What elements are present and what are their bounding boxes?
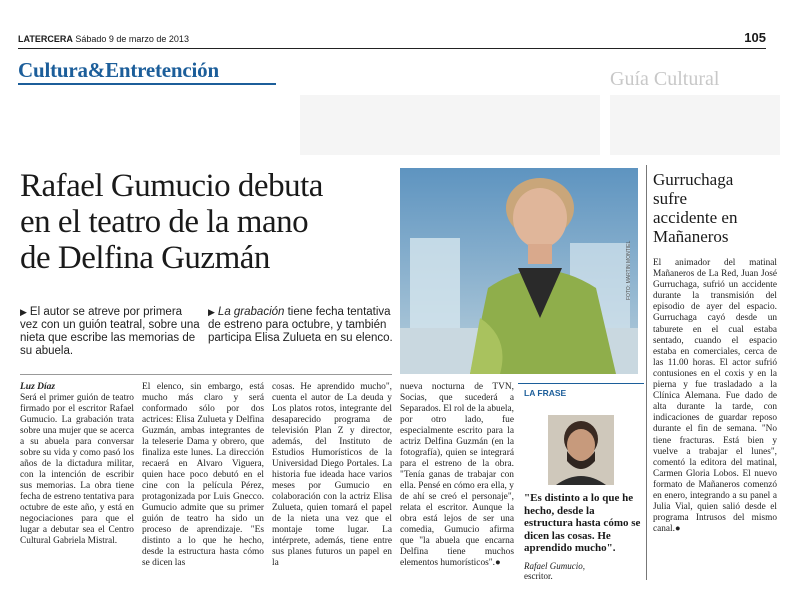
side-headline-line-4: Mañaneros — [653, 227, 729, 246]
author-photo — [548, 415, 614, 485]
summary-rule — [20, 374, 392, 375]
side-headline-line-1: Gurruchaga — [653, 170, 734, 189]
summary-left-text: El autor se atreve por primera vez con un guión teatral, sobre una nieta que escribe las memorias de su abuela. — [20, 306, 200, 357]
quote-author-role: escritor. — [524, 571, 553, 581]
column-1-text: Será el primer guión de teatro firmado por el escritor Rafael Gumucio. La grabación trata sobre una mujer que se acerca a su abuela para conversar sobre su vida y como pasó los años de la dictadura militar, con la intención de escribir sus memorias. La obra tiene fecha de estreno tentativa para octubre de este año, y está en negociaciones para que el lugar a debutar sea el Centro Cultural Gabriela Mistral. — [20, 393, 134, 546]
article-byline: Luz Díaz — [20, 382, 56, 392]
summary-right-em: La grabación — [217, 306, 285, 318]
pull-quote: "Es distinto a lo que he hecho, desde la estructura hasta cómo se dicen las cosas. He aprendido mucho". — [524, 492, 641, 554]
article-headline — [20, 168, 390, 276]
headline-line-3: de Delfina Guzmán — [20, 240, 270, 276]
portrait-image — [400, 168, 638, 374]
side-column-divider — [646, 165, 647, 580]
triangle-bullet-icon: ▶ — [20, 307, 27, 317]
page-number: 105 — [744, 30, 766, 45]
article-column-1 — [20, 382, 134, 547]
bleed-through-section: Guía Cultural — [610, 68, 720, 90]
quote-attribution — [524, 561, 585, 581]
section-title: Cultura&Entretención — [18, 58, 219, 82]
side-headline-line-2: sufre — [653, 189, 687, 208]
issue-date: Sábado 9 de marzo de 2013 — [75, 34, 189, 44]
quote-box-label: LA FRASE — [524, 388, 567, 398]
header-rule — [18, 48, 766, 49]
bleed-through-area-right — [610, 95, 780, 155]
summary-right-text: tiene fecha tentativa de estreno para octubre, y también participa Elisa Zulueta en su elenco. — [208, 306, 393, 344]
side-article-body: El animador del matinal Mañaneros de La Red, Juan José Gurruchaga, sufrió un accidente durante la transmisión del episodio de ayer del espacio. Gurruchaga cayó desde un taburete en el cual estaba sentado, cuando el espacio estaba en comerciales, cerca de las 11.00 horas. El actor sufrió contusiones en el coxis y en la pierna y fue trasladado a la Clínica Alemana. Fue dado de alta durante la tarde, con indicaciones de guardar reposo durante el fin de semana. "No tiene fracturas. Está bien y vuelve a trabajar el lunes", comentó la editora del matinal, Carmen Gloria Lobos. El nuevo formato de Mañaneros comenzó en enero, integrando a su panel a Julia Vial, quien salió desde el programa Intrusos del mismo canal.● — [653, 258, 777, 535]
author-portrait-image — [548, 415, 614, 485]
article-photo — [400, 168, 638, 374]
headline-line-1: Rafael Gumucio debuta — [20, 168, 323, 204]
section-underline — [18, 83, 276, 85]
quote-box-rule — [518, 383, 644, 384]
side-headline-line-3: accidente en — [653, 208, 738, 227]
summary-bullet-right — [208, 306, 393, 345]
article-column-3: cosas. He aprendido mucho", cuenta el autor de La deuda y Los platos rotos, integrante del desaparecido programa de televisión Plan Z y director, además, del Instituto de Estudios Humorísticos de la Universidad Diego Portales. La historia fue ideada hace varios meses por Gumucio en colaboración con la actriz Elisa Zulueta, quien tomará el papel de la nieta una vez que el montaje tome lugar. La intérprete, además, tiene entre sus planes futuros un papel en la — [272, 382, 392, 568]
headline-line-2: en el teatro de la mano — [20, 204, 309, 240]
bleed-through-area — [300, 95, 600, 155]
article-column-4: nueva nocturna de TVN, Socias, que sucederá a Separados. El rol de la abuela, por otro lado, fue especialmente escrito para la actriz Delfina Guzmán (en la fotografía), quien se integrará para el estreno de la obra. "Tenía ganas de trabajar con ella. Pensé en cómo era ella, y de ahí se creó el personaje", relata el escritor. Aunque la obra está lejos de ser una comedia, Gumucio afirma que "la abuela que encarna Delfina tiene muchos elementos humorísticos".● — [400, 382, 514, 568]
photo-credit: FOTO: MARTIN MONTIEL — [626, 240, 632, 300]
summary-bullet-left — [20, 306, 200, 358]
side-article-headline — [653, 170, 793, 246]
publication-name: LATERCERA — [18, 34, 73, 44]
triangle-bullet-icon: ▶ — [208, 307, 215, 317]
page-header — [18, 30, 766, 48]
quote-author: Rafael Gumucio, — [524, 561, 585, 571]
article-column-2: El elenco, sin embargo, está mucho más claro y será conformado sólo por dos actrices: Elisa Zulueta y Delfina Guzmán, ambas integrantes de la teleserie Dama y obrero, que finaliza este lunes. La dirección recaerá en Alvaro Viguera, quien hace poco debutó en el cine con la película Pérez, protagonizada por Luis Gnecco. Gumucio admite que su primer guión de teatro ha sido un proceso de aprendizaje. "Es distinto a lo que he hecho, desde la estructura hasta cómo se dicen las — [142, 382, 264, 568]
